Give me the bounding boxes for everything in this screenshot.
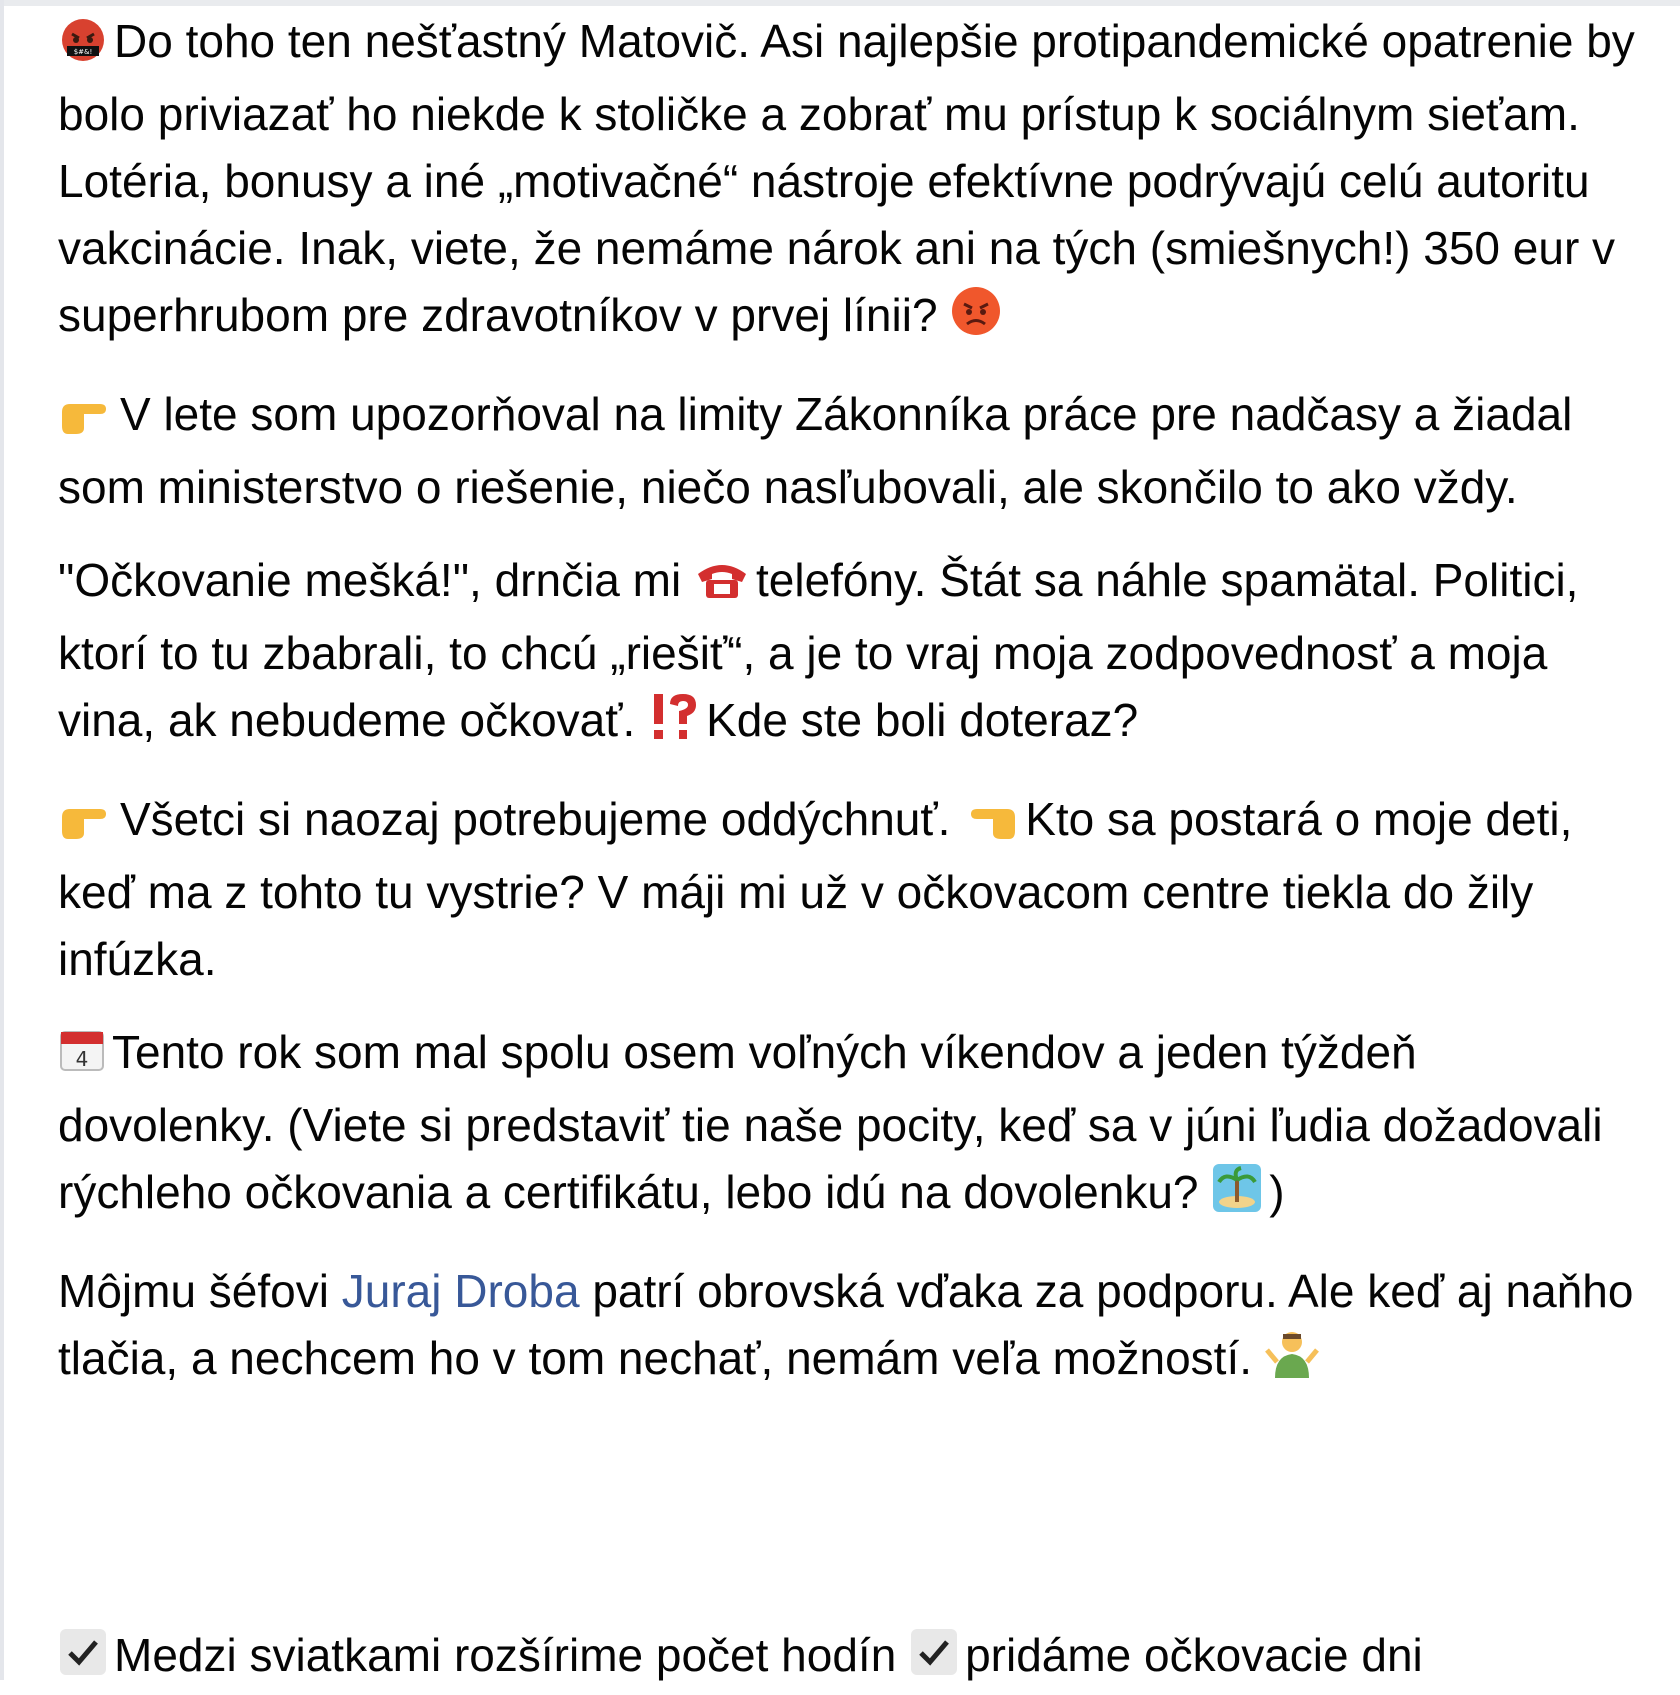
paragraph-2	[58, 381, 1638, 521]
paragraph-5-text: Tento rok som mal spolu osem voľných víkendov a jeden týždeň dovolenky. (Viete si predstaviť tie naše pocity, keď sa v júni ľudia dožadovali rýchleho očkovania a certifikátu, lebo idú na dovolenku?	[58, 1026, 1603, 1218]
pointing-left-icon	[963, 792, 1019, 859]
telephone-icon	[694, 553, 750, 620]
paragraph-5-close: )	[1269, 1166, 1285, 1218]
top-divider	[0, 0, 1680, 6]
calendar-icon	[58, 1025, 106, 1092]
angry-face-icon	[950, 285, 1002, 355]
paragraph-5	[58, 1019, 1638, 1232]
paragraph-6-text-b: patrí obrovská vďaka za podporu. Ale keď aj naňho tlačia, a nechcem ho v tom nechať, nemám veľa možností.	[58, 1265, 1634, 1384]
check-mark-icon	[909, 1627, 959, 1695]
pointing-right-icon	[58, 792, 114, 859]
paragraph-1-text: Do toho ten nešťastný Matovič. Asi najlepšie protipandemické opatrenie by bolo priviazať ho niekde k stoličke a zobrať mu prístup k sociálnym sieťam. Lotéria, bonusy a iné „motivačné“ nástroje efektívne podrývajú celú autoritu vakcinácie. Inak, viete, že nemáme nárok ani na tých (smiešnych!) 350 eur v superhrubom pre zdravotníkov v prvej línii?	[58, 15, 1635, 341]
post-body	[58, 8, 1638, 1424]
pointing-right-icon	[58, 387, 114, 454]
paragraph-3-text-b: telefóny. Štát sa náhle spamätal. Politici, ktorí to tu zbabrali, to chcú „riešiť“, a je to vraj moja zodpovednosť a moja vina, ak nebudeme očkovať.	[58, 554, 1579, 746]
interrobang-icon	[648, 690, 700, 760]
paragraph-4	[58, 786, 1638, 993]
paragraph-7	[58, 1622, 1423, 1695]
paragraph-3	[58, 547, 1638, 760]
paragraph-2-text: V lete som upozorňoval na limity Zákonníka práce pre nadčasy a žiadal som ministerstvo o riešenie, niečo nasľubovali, ale skončilo to ako vždy.	[58, 388, 1573, 513]
paragraph-3-text-c: Kde ste boli doteraz?	[706, 694, 1139, 746]
paragraph-7-text-b: pridáme očkovacie dni	[965, 1629, 1423, 1681]
paragraph-4-text-a: Všetci si naozaj potrebujeme oddýchnuť.	[120, 793, 951, 845]
svg-text:$#&!: $#&!	[73, 48, 93, 56]
mention-link-juraj-droba[interactable]: Juraj Droba	[341, 1265, 580, 1317]
shrug-icon	[1265, 1326, 1319, 1398]
check-mark-icon	[58, 1627, 108, 1695]
island-icon	[1211, 1162, 1263, 1232]
paragraph-3-text-a: "Očkovanie mešká!", drnčia mi	[58, 554, 682, 606]
paragraph-4-text-b: Kto sa postará o moje deti, keď ma z tohto tu vystrie? V máji mi už v očkovacom centre tiekla do žily infúzka.	[58, 793, 1573, 985]
paragraph-6	[58, 1258, 1638, 1398]
svg-text:4: 4	[75, 1047, 89, 1071]
paragraph-6-text-a: Môjmu šéfovi	[58, 1265, 329, 1317]
cursing-face-icon	[58, 14, 108, 81]
left-border	[0, 0, 4, 1680]
paragraph-1	[58, 8, 1638, 355]
paragraph-7-text-a: Medzi sviatkami rozšírime počet hodín	[114, 1629, 897, 1681]
